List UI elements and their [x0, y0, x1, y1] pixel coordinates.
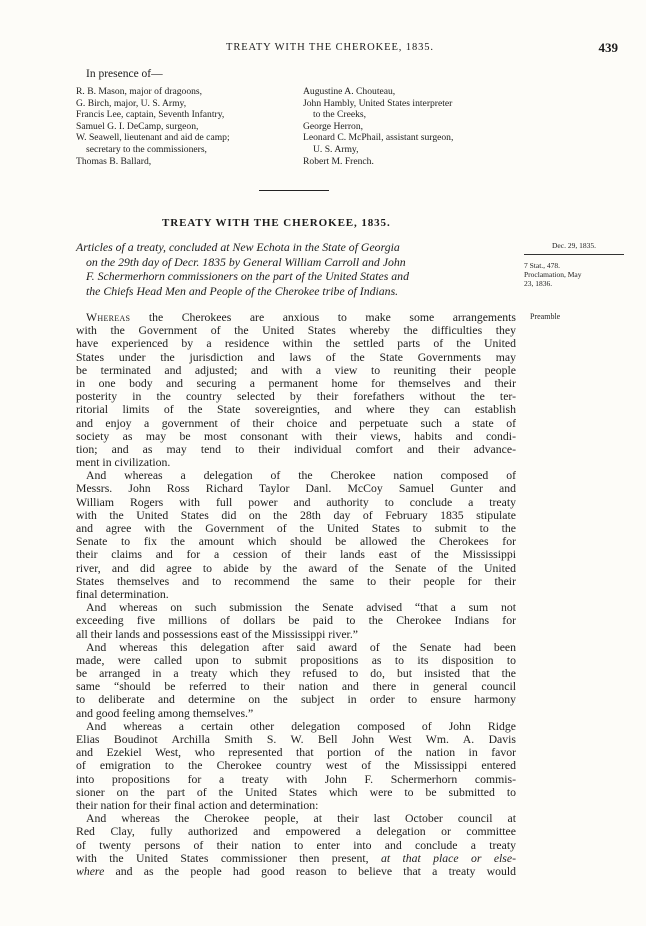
- witness-line: John Hambly, United States interpreter: [303, 97, 453, 109]
- text-line: And whereas on such submission the Senate advised “that a sum not: [86, 601, 516, 615]
- text-line: States under the jurisdiction and laws of the State Governments may: [76, 350, 516, 364]
- text-line: into propositions for a treaty with John F. Schermerhorn commis-: [76, 772, 516, 786]
- text-line: made, were called upon to submit propositions as to its disposition to: [76, 653, 516, 667]
- treaty-body: [76, 311, 516, 878]
- margin-notes: [524, 241, 624, 288]
- text-line: of emigration to the Cherokee country west of the Mississippi entered: [76, 759, 516, 773]
- margin-proclamation: Proclamation, May: [524, 270, 582, 279]
- articles-line: the Chiefs Head Men and People of the Cherokee tribe of Indians.: [86, 283, 399, 298]
- witness-line: Francis Lee, captain, Seventh Infantry,: [76, 109, 225, 121]
- text-line: all their lands and possessions east of the Mississippi river.”: [76, 627, 358, 641]
- text-line: of twenty persons of their nation to enter into and conclude a treaty: [76, 838, 516, 852]
- text-line: Whereas the Cherokees are anxious to make some arrangements: [86, 311, 516, 324]
- whereas-word: Whereas: [86, 311, 131, 324]
- text-line: And whereas the Cherokee people, at their last October council at: [86, 812, 516, 826]
- text-line: And whereas this delegation after said award of the Senate had been: [86, 640, 516, 654]
- witness-line: Robert M. French.: [303, 155, 374, 167]
- articles-line: Articles of a treaty, concluded at New Echota in the State of Georgia: [76, 240, 400, 254]
- text-line: and agree with the Government of the United States to submit to the: [76, 522, 516, 535]
- text-line: with the United States did on the 28th day of February 1835 stipulate: [76, 508, 516, 522]
- text-line: society as may be most consonant with their views, habits and condi-: [76, 429, 516, 443]
- text-line: with the United States commissioner then present, at that place or else-: [76, 851, 516, 865]
- text-line: Messrs. John Ross Richard Taylor Danl. McCoy Samuel Gunter and: [76, 482, 516, 496]
- text-line: their nation for their final action and determination:: [76, 798, 319, 812]
- witness-line: secretary to the commissioners,: [86, 143, 207, 155]
- text-line: final determination.: [76, 587, 169, 601]
- running-title: TREATY WITH THE CHEROKEE, 1835.: [226, 42, 434, 53]
- witness-line: Thomas B. Ballard,: [76, 155, 152, 167]
- text-line: river, and did agree to abide by the award of the Senate of the United: [76, 561, 516, 575]
- text-line: Elias Boudinot Archilla Smith S. W. Bell John West Wm. A. Davis: [76, 733, 516, 746]
- text-line: posterity in the country selected by their forefathers without the ter-: [76, 390, 516, 404]
- witness-line: W. Seawell, lieutenant and aid de camp;: [76, 132, 230, 144]
- running-head: [0, 42, 646, 58]
- text-line: William Rogers with full power and authority to conclude a treaty: [76, 495, 516, 509]
- margin-stat-citation: 7 Stat., 478.: [524, 261, 561, 270]
- text-line: where and as the people had good reason to believe that a treaty would: [76, 864, 516, 878]
- margin-date: Dec. 29, 1835.: [524, 241, 624, 255]
- text-line: be terminated and adjusted; and with a view to reuniting their people: [76, 363, 516, 377]
- text-line: and Ezekiel West, who represented that portion of the nation in favor: [76, 746, 516, 760]
- text-line: Senate to fix the amount which should be allowed the Cherokees for: [76, 535, 516, 549]
- text-line: their claims and for a cession of their lands east of the Mississippi: [76, 548, 516, 562]
- page-number: 439: [598, 40, 618, 55]
- text-line: in one body and securing a permanent home for themselves and their: [76, 376, 516, 390]
- text-line: Red Clay, fully authorized and empowered a delegation or committee: [76, 825, 516, 839]
- text-line: tion; and as may tend to their individual comfort and their advance-: [76, 442, 516, 456]
- witness-line: R. B. Mason, major of dragoons,: [76, 86, 203, 97]
- witness-line: G. Birch, major, U. S. Army,: [76, 97, 187, 109]
- witness-list-right: [303, 86, 453, 167]
- italic-phrase: where: [76, 864, 105, 878]
- text-line: ment in civilization.: [76, 456, 171, 470]
- witness-line: Leonard C. McPhail, assistant surgeon,: [303, 132, 454, 144]
- witness-line: to the Creeks,: [313, 109, 367, 121]
- section-divider: [259, 190, 329, 191]
- witness-list-left: [76, 86, 230, 167]
- articles-line: F. Schermerhorn commissioners on the part of the United States and: [86, 269, 409, 284]
- text-line: sioner on the part of the United States which were to be submitted to: [76, 785, 516, 799]
- text-line: And whereas a certain other delegation composed of John Ridge: [86, 719, 516, 733]
- text-line: States themselves and to recommend the same to their people for their: [76, 574, 516, 588]
- italic-phrase: at that place or else-: [380, 851, 516, 865]
- articles-line: on the 29th day of Decr. 1835 by General William Carroll and John: [86, 254, 406, 269]
- margin-proclamation-date: 23, 1836.: [524, 279, 553, 288]
- text-line: and good feeling among themselves.”: [76, 706, 254, 720]
- text-line: and enjoy a government of their choice and perpetuate such a state of: [76, 416, 516, 430]
- text-line: And whereas a delegation of the Cherokee nation composed of: [86, 469, 516, 483]
- treaty-articles-heading: [76, 240, 516, 298]
- text-line: with the Government of the United States whereby the difficulties they: [76, 324, 516, 338]
- witness-line: U. S. Army,: [313, 143, 359, 155]
- witness-line: Samuel G. I. DeCamp, surgeon,: [76, 120, 199, 132]
- witness-line: George Herron,: [303, 120, 364, 132]
- margin-preamble: Preamble: [530, 312, 561, 321]
- section-title: TREATY WITH THE CHEROKEE, 1835.: [162, 217, 391, 229]
- witnesses-heading: In presence of—: [86, 68, 163, 80]
- witness-line: Augustine A. Chouteau,: [303, 86, 396, 97]
- text-line: same “should be referred to their nation and there in general council: [76, 680, 516, 694]
- text-line: to deliberate and determine on the subject in order to ensure harmony: [76, 693, 516, 707]
- text-line: be arranged in a treaty which they refused to do, but insisted that the: [76, 667, 516, 681]
- text-line: exceeding five millions of dollars be paid to the Cherokee Indians for: [76, 614, 516, 628]
- text-line: ritorial limits of the State sovereignties, and where they can establish: [76, 403, 516, 417]
- text-line: have experienced by a residence within the settled parts of the United: [76, 337, 516, 351]
